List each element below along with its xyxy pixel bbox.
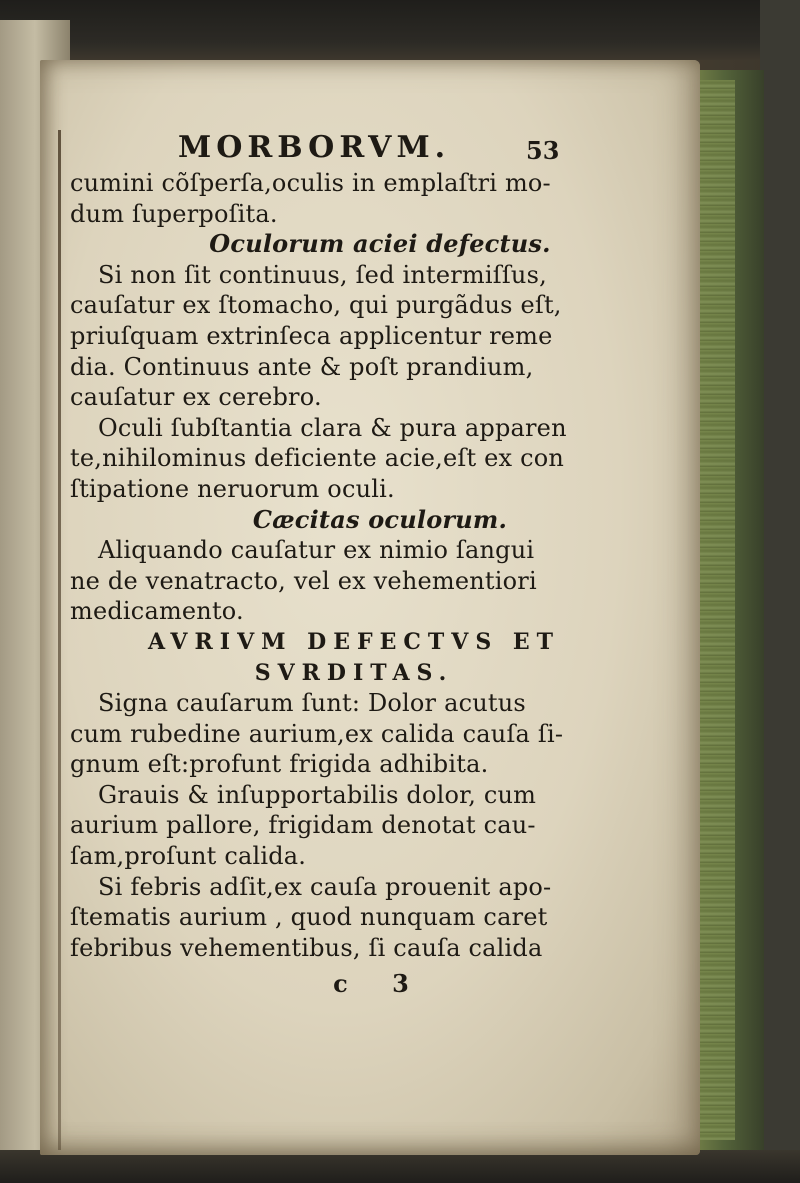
text-line: Oculi ſubſtantia clara & pura apparen <box>98 413 567 442</box>
running-title: MORBORVM. <box>178 130 451 165</box>
text-line: ſam,proſunt calida. <box>70 842 307 871</box>
background-right <box>760 0 800 1183</box>
page-text-block <box>70 120 650 1000</box>
text-line: cauſatur ex cerebro. <box>70 383 322 412</box>
text-line: Signa cauſarum ſunt: Dolor acutus <box>98 689 526 718</box>
body-text <box>70 168 650 963</box>
signature-mark: c 3 <box>333 969 427 999</box>
text-line: ſtipatione neruorum oculi. <box>70 474 395 503</box>
text-line: Si non ſit continuus, ſed intermiſſus, <box>98 260 547 289</box>
text-line: priuſquam extrinſeca applicentur reme <box>70 321 553 350</box>
text-line: dia. Continuus ante & poſt prandium, <box>70 352 534 381</box>
text-line: Aliquando cauſatur ex nimio ſangui <box>98 536 535 565</box>
section-heading: Oculorum aciei defectus. <box>209 229 551 259</box>
text-line: Grauis & inſupportabilis dolor, cum <box>98 780 537 809</box>
text-line: ſtematis aurium , quod nunquam caret <box>70 903 548 932</box>
text-line: gnum eſt:profunt frigida adhibita. <box>70 750 489 779</box>
text-line: febribus vehementibus, ſi cauſa calida <box>70 933 543 962</box>
section-heading: Cæcitas oculorum. <box>252 504 508 534</box>
top-shadow <box>0 0 800 60</box>
section-heading: SVRDITAS. <box>254 659 454 686</box>
section-heading: AVRIVM DEFECTVS ET <box>147 628 561 655</box>
text-line: medicamento. <box>70 597 244 626</box>
text-line: te,nihilominus deficiente acie,eſt ex con <box>70 444 565 473</box>
text-line: cum rubedine aurium,ex calida cauſa ſi- <box>70 719 564 748</box>
text-line: ne de venatracto, vel ex vehementiori <box>70 566 537 595</box>
text-line: cauſatur ex ſtomacho, qui purgãdus eſt, <box>70 291 562 320</box>
text-line: aurium pallore, frigidam denotat cau- <box>70 811 536 840</box>
text-line: dum ſuperpoſita. <box>70 199 278 228</box>
page-number: 53 <box>526 136 560 165</box>
inner-margin-rule <box>58 130 61 1150</box>
text-line: Si febris adſit,ex cauſa prouenit apo- <box>98 872 552 901</box>
running-head <box>70 120 650 168</box>
text-line: cumini cõſperſa,oculis in emplaſtri mo- <box>70 169 551 197</box>
